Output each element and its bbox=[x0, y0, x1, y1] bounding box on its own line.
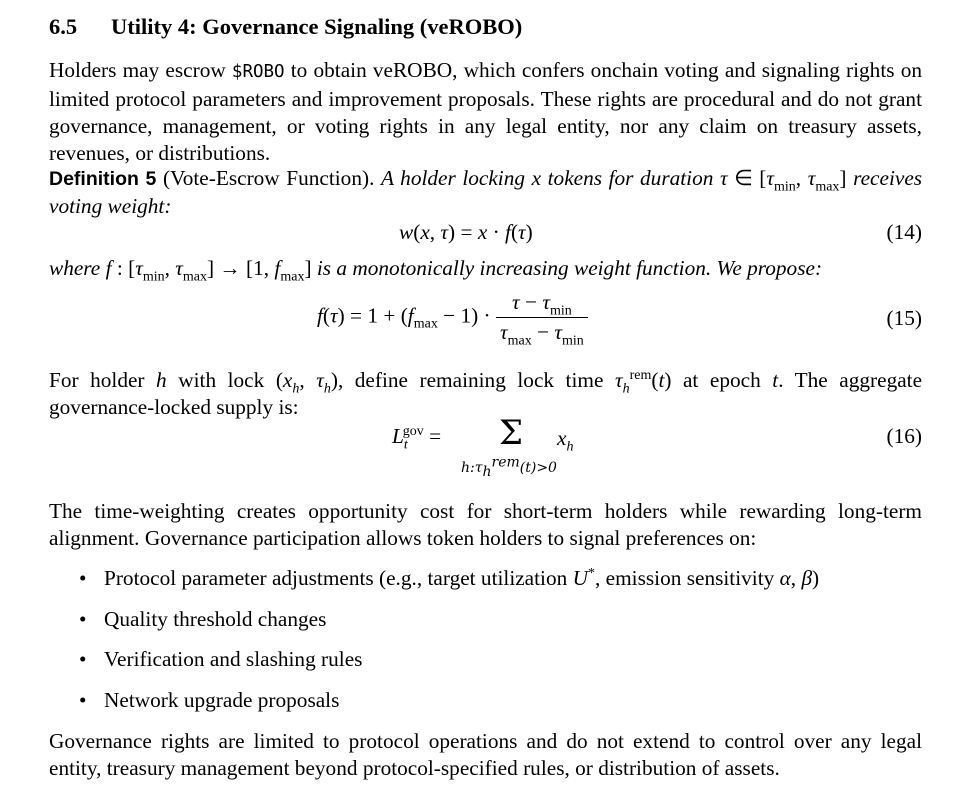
list-item-text: Verification and slashing rules bbox=[104, 647, 363, 671]
section-heading bbox=[49, 14, 522, 40]
equation-15 bbox=[49, 288, 922, 348]
holder-text-b: with lock bbox=[178, 368, 265, 392]
equation-16-lhs: $L_t^{gov}$ = bbox=[392, 423, 442, 453]
holder-text-c: , define remaining lock time bbox=[337, 368, 604, 392]
equation-16 bbox=[49, 413, 922, 480]
section-number: 6.5 bbox=[49, 14, 78, 39]
equation-14-number: (14) bbox=[886, 220, 922, 244]
equation-14 bbox=[49, 220, 922, 250]
list-item-text: Quality threshold changes bbox=[104, 607, 327, 631]
intro-text-b: to obtain veROBO, which confers onchain voting and signaling rights on limited protocol parameters and improvement proposals. These rights are procedural and do not grant governance, management, or voting rights in any legal entity, nor any claim on treasury assets, revenues, or distributions. bbox=[49, 58, 922, 165]
time-weighting-paragraph: The time-weighting creates opportunity cost for short-term holders while rewarding long-term alignment. Governance participation allows token holders to signal preferences on: bbox=[49, 499, 922, 550]
list-item-text: Network upgrade proposals bbox=[104, 688, 340, 712]
closing-paragraph: Governance rights are limited to protocol operations and do not extend to control over any legal entity, treasury management beyond protocol-specified rules, or distribution of assets. bbox=[49, 729, 922, 780]
where-word: where bbox=[49, 256, 101, 280]
equation-16-summand: $x_h$ bbox=[557, 426, 574, 455]
definition-label: Definition 5 bbox=[49, 168, 157, 190]
holder-paragraph: For holder h with lock ($x_h$, $\tau_h$), define remaining lock time $\tau_h^{rem}(t)$ at epoch t. The aggregate governance-locked supply is: bbox=[49, 367, 923, 419]
token-ticker: $ROBO bbox=[231, 62, 285, 82]
definition-text-c: receives voting weight: bbox=[49, 166, 923, 218]
definition-text-a: A holder locking bbox=[380, 166, 526, 190]
equation-14-body: w(x, τ) = x · f(τ) bbox=[399, 220, 533, 244]
definition-name: (Vote-Escrow Function). bbox=[162, 166, 375, 190]
definition-5: Definition 5 (Vote-Escrow Function). A holder locking x tokens for duration τ ∈ [$\tau_{min}$, $\tau_{max}$] receives voting weight: bbox=[49, 166, 923, 218]
equation-16-number: (16) bbox=[886, 424, 922, 448]
list-item-text: Protocol parameter adjustments (e.g., target utilization U*, emission sensitivity α, β) bbox=[104, 565, 820, 590]
intro-paragraph bbox=[49, 57, 922, 167]
equation-15-fraction: $\frac{\tau - \tau_{min}}{\tau_{max} - \tau_{min}}$ bbox=[496, 290, 588, 345]
intro-text-a: Holders may escrow bbox=[49, 58, 232, 82]
equation-15-number: (15) bbox=[886, 306, 922, 330]
where-text: is a monotonically increasing weight function. We propose: bbox=[316, 256, 823, 280]
holder-text-d: at epoch bbox=[682, 368, 761, 392]
sum-symbol: Σ bbox=[499, 413, 524, 453]
holder-text-a: For holder bbox=[49, 368, 145, 392]
definition-text-b: tokens for duration bbox=[547, 166, 714, 190]
sum-subscript: $h:\tau_h^{rem}(t)>0$ bbox=[461, 454, 557, 480]
bullet-dot: • bbox=[79, 647, 87, 671]
where-line: where f : [$\tau_{min}$, $\tau_{max}] \to [1$, $f_{max}$] is a monotonically increasing weight function. We propose: bbox=[49, 256, 823, 285]
section-title: Utility 4: Governance Signaling (veROBO) bbox=[111, 14, 523, 39]
bullet-dot: • bbox=[79, 607, 87, 631]
bullet-dot: • bbox=[79, 566, 87, 590]
bullet-dot: • bbox=[79, 688, 87, 712]
holder-text-e: . The aggregate governance-locked supply is: bbox=[49, 368, 923, 419]
equation-15-body: $f(\tau) = 1 + (f_{max} - 1)$ · $\frac{\tau - \tau_{min}}{\tau_{max} - \tau_{min}}$ bbox=[317, 290, 588, 345]
